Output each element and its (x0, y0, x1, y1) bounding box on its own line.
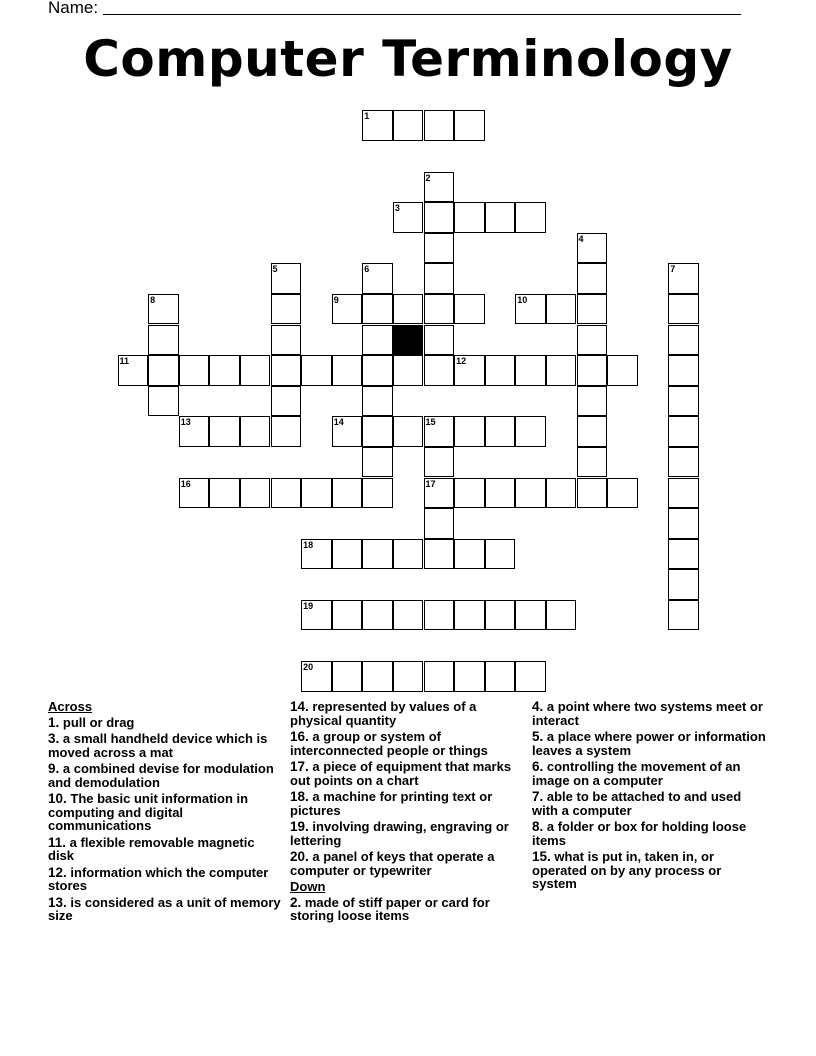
grid-cell[interactable] (424, 263, 455, 294)
grid-cell[interactable] (454, 416, 485, 447)
clue-number: 5 (272, 264, 278, 275)
grid-cell[interactable] (271, 294, 302, 325)
grid-cell[interactable] (577, 416, 608, 447)
grid-cell[interactable] (240, 355, 271, 386)
clue-number: 16 (180, 478, 191, 489)
clue-item (290, 850, 526, 877)
grid-cell[interactable] (424, 355, 455, 386)
grid-cell[interactable] (668, 325, 699, 356)
clue-item (48, 896, 284, 923)
grid-cell[interactable] (454, 110, 485, 141)
grid-cell[interactable] (332, 539, 363, 570)
clue-number-label: 4. (532, 699, 544, 714)
grid-cell[interactable] (362, 539, 393, 570)
grid-cell[interactable] (454, 600, 485, 631)
grid-cell[interactable] (424, 416, 455, 447)
clue-item (532, 700, 768, 727)
grid-cell[interactable] (485, 539, 516, 570)
grid-cell[interactable] (393, 539, 424, 570)
grid-cell[interactable] (362, 416, 393, 447)
clue-text: controlling the movement of an image on a computer (532, 758, 741, 788)
grid-cell[interactable] (424, 325, 455, 356)
grid-cell[interactable] (668, 600, 699, 631)
clue-number: 19 (303, 600, 314, 611)
grid-cell[interactable] (424, 508, 455, 539)
clue-text: a folder or box for holding loose items (532, 818, 747, 848)
grid-cell[interactable] (424, 294, 455, 325)
grid-cell[interactable] (209, 355, 240, 386)
clue-text: a place where power or information leaves a system (532, 728, 766, 758)
grid-cell[interactable] (362, 263, 393, 294)
grid-cell[interactable] (332, 661, 363, 692)
clue-item (290, 700, 526, 727)
grid-cell[interactable] (577, 478, 608, 509)
grid-cell[interactable] (332, 416, 363, 447)
grid-cell[interactable] (271, 416, 302, 447)
grid-cell[interactable] (668, 539, 699, 570)
grid-cell[interactable] (301, 661, 332, 692)
grid-cell[interactable] (515, 294, 546, 325)
page-title: Computer Terminology (83, 30, 733, 88)
clues-column-3 (532, 700, 768, 894)
grid-cell[interactable] (607, 355, 638, 386)
across-clues-list-cont (290, 700, 526, 877)
grid-cell[interactable] (393, 416, 424, 447)
grid-cell[interactable] (668, 416, 699, 447)
grid-cell[interactable] (362, 447, 393, 478)
grid-cell[interactable] (515, 355, 546, 386)
grid-cell[interactable] (515, 202, 546, 233)
clue-number: 7 (670, 264, 676, 275)
grid-cell[interactable] (577, 294, 608, 325)
grid-cell[interactable] (668, 263, 699, 294)
grid-cell[interactable] (393, 600, 424, 631)
grid-cell[interactable] (393, 110, 424, 141)
grid-cell[interactable] (454, 355, 485, 386)
grid-cell[interactable] (148, 386, 179, 417)
grid-cell[interactable] (454, 294, 485, 325)
grid-cell[interactable] (301, 355, 332, 386)
grid-cell[interactable] (668, 508, 699, 539)
clues-column-2 (290, 700, 526, 925)
grid-cell[interactable] (362, 478, 393, 509)
clue-item (48, 836, 284, 863)
clue-number-label: 17. (290, 758, 309, 774)
clue-number: 14 (333, 417, 344, 428)
grid-cell[interactable] (362, 661, 393, 692)
grid-cell[interactable] (148, 325, 179, 356)
clue-item (532, 760, 768, 787)
grid-cell[interactable] (515, 478, 546, 509)
grid-cell[interactable] (271, 478, 302, 509)
grid-cell[interactable] (179, 478, 210, 509)
clue-number-label: 18. (290, 788, 309, 804)
grid-cell[interactable] (668, 355, 699, 386)
grid-cell[interactable] (668, 447, 699, 478)
clue-number: 11 (119, 356, 130, 367)
grid-cell[interactable] (301, 600, 332, 631)
grid-cell[interactable] (546, 600, 577, 631)
clue-item (48, 732, 284, 759)
clue-number: 4 (578, 233, 584, 244)
across-heading: Across (48, 699, 93, 714)
clue-number-label: 19. (290, 818, 309, 834)
grid-cell[interactable] (454, 478, 485, 509)
clue-number: 13 (180, 417, 191, 428)
clue-text: information which the computer stores (48, 864, 269, 894)
grid-cell[interactable] (393, 294, 424, 325)
grid-cell[interactable] (424, 447, 455, 478)
clue-number-label: 11. (48, 834, 67, 850)
grid-cell[interactable] (546, 355, 577, 386)
grid-cell[interactable] (668, 386, 699, 417)
grid-cell[interactable] (271, 263, 302, 294)
down-heading: Down (290, 878, 326, 894)
grid-cell[interactable] (577, 447, 608, 478)
grid-cell[interactable] (485, 416, 516, 447)
clue-number: 3 (394, 203, 400, 214)
clue-number: 8 (150, 294, 156, 305)
clue-number-label: 9. (48, 760, 60, 776)
clue-number-label: 1. (48, 714, 60, 730)
grid-block (393, 325, 424, 356)
clue-number: 10 (517, 294, 528, 305)
grid-cell[interactable] (271, 355, 302, 386)
grid-cell[interactable] (362, 386, 393, 417)
clue-item (532, 730, 768, 757)
grid-cell[interactable] (577, 233, 608, 264)
grid-cell[interactable] (424, 172, 455, 203)
grid-cell[interactable] (362, 294, 393, 325)
clues-column-1 (48, 700, 284, 925)
grid-cell[interactable] (577, 355, 608, 386)
grid-cell[interactable] (332, 600, 363, 631)
clue-item (48, 716, 284, 730)
clue-text: a panel of keys that operate a computer or typewriter (290, 848, 495, 878)
clue-text: what is put in, taken in, or operated on by any process or system (532, 848, 722, 892)
clue-number-label: 10. (48, 790, 67, 806)
clue-number: 15 (425, 417, 436, 428)
grid-cell[interactable] (301, 539, 332, 570)
down-clues-list (290, 896, 526, 923)
grid-cell[interactable] (179, 416, 210, 447)
clue-number-label: 16. (290, 728, 309, 744)
grid-cell[interactable] (485, 600, 516, 631)
grid-cell[interactable] (393, 202, 424, 233)
grid-cell[interactable] (485, 355, 516, 386)
grid-cell[interactable] (209, 416, 240, 447)
grid-cell[interactable] (668, 294, 699, 325)
clue-text: a machine for printing text or pictures (290, 788, 493, 818)
clue-item (290, 760, 526, 787)
grid-cell[interactable] (393, 355, 424, 386)
grid-cell[interactable] (424, 233, 455, 264)
clue-number-label: 7. (532, 788, 544, 804)
clue-text: a small handheld device which is moved across a mat (48, 730, 268, 760)
grid-cell[interactable] (515, 416, 546, 447)
grid-cell[interactable] (362, 355, 393, 386)
grid-cell[interactable] (668, 569, 699, 600)
clue-item (532, 790, 768, 817)
grid-cell[interactable] (148, 294, 179, 325)
clue-text: able to be attached to and used with a computer (532, 788, 742, 818)
clue-item (532, 820, 768, 847)
grid-cell[interactable] (485, 478, 516, 509)
clue-item (290, 820, 526, 847)
grid-cell[interactable] (424, 478, 455, 509)
clue-item (532, 850, 768, 891)
grid-cell[interactable] (546, 478, 577, 509)
grid-cell[interactable] (546, 294, 577, 325)
grid-cell[interactable] (118, 355, 149, 386)
across-clues-list (48, 716, 284, 923)
clue-number-label: 20. (290, 848, 309, 864)
grid-cell[interactable] (362, 110, 393, 141)
grid-cell[interactable] (332, 355, 363, 386)
grid-cell[interactable] (668, 478, 699, 509)
clue-number-label: 15. (532, 848, 551, 864)
clue-text: a combined devise for modulation and demodulation (48, 760, 274, 790)
grid-cell[interactable] (485, 202, 516, 233)
grid-cell[interactable] (209, 478, 240, 509)
grid-cell[interactable] (424, 202, 455, 233)
grid-cell[interactable] (332, 478, 363, 509)
grid-cell[interactable] (577, 263, 608, 294)
grid-cell[interactable] (515, 600, 546, 631)
clue-text: represented by values of a physical quantity (290, 699, 477, 728)
grid-cell[interactable] (424, 600, 455, 631)
clue-number: 2 (425, 172, 431, 183)
clue-number-label: 13. (48, 894, 67, 910)
grid-cell[interactable] (454, 539, 485, 570)
clue-item (290, 790, 526, 817)
grid-cell[interactable] (240, 478, 271, 509)
clue-number-label: 12. (48, 864, 67, 880)
clue-number-label: 14. (290, 699, 309, 714)
grid-cell[interactable] (454, 661, 485, 692)
clue-text: a point where two systems meet or interact (532, 699, 763, 728)
grid-cell[interactable] (271, 386, 302, 417)
grid-cell[interactable] (362, 600, 393, 631)
clue-number: 1 (364, 111, 370, 122)
grid-cell[interactable] (577, 386, 608, 417)
clue-item (290, 730, 526, 757)
grid-cell[interactable] (515, 661, 546, 692)
grid-cell[interactable] (485, 661, 516, 692)
clue-number-label: 8. (532, 818, 544, 834)
clue-number-label: 3. (48, 730, 60, 746)
clue-text: a piece of equipment that marks out points on a chart (290, 758, 512, 788)
grid-cell[interactable] (424, 661, 455, 692)
clue-number: 18 (303, 539, 314, 550)
clue-item (48, 866, 284, 893)
clue-text: made of stiff paper or card for storing loose items (290, 894, 490, 924)
clue-text: involving drawing, engraving or lettering (290, 818, 509, 848)
clue-text: a group or system of interconnected people or things (290, 728, 488, 758)
grid-cell[interactable] (240, 416, 271, 447)
grid-cell[interactable] (271, 325, 302, 356)
down-clues-list-cont (532, 700, 768, 891)
clue-number-label: 6. (532, 758, 544, 774)
clue-number-label: 2. (290, 894, 302, 910)
grid-cell[interactable] (301, 478, 332, 509)
clue-number: 17 (425, 478, 436, 489)
clue-number: 6 (364, 264, 370, 275)
clue-item (48, 792, 284, 833)
grid-cell[interactable] (454, 202, 485, 233)
clue-number: 20 (303, 662, 314, 673)
name-label: Name: (48, 0, 99, 17)
grid-cell[interactable] (577, 325, 608, 356)
clue-number: 12 (456, 356, 467, 367)
grid-cell[interactable] (179, 355, 210, 386)
clue-text: a flexible removable magnetic disk (48, 834, 255, 864)
clue-item (48, 762, 284, 789)
grid-cell[interactable] (424, 110, 455, 141)
grid-cell[interactable] (607, 478, 638, 509)
grid-cell[interactable] (424, 539, 455, 570)
clue-text: is considered as a unit of memory size (48, 894, 281, 924)
grid-cell[interactable] (393, 661, 424, 692)
clue-text: pull or drag (59, 714, 135, 730)
grid-cell[interactable] (362, 325, 393, 356)
clue-text: The basic unit information in computing and digital communications (48, 790, 249, 834)
clue-number: 9 (333, 294, 339, 305)
clue-number-label: 5. (532, 728, 544, 744)
clue-item (290, 896, 526, 923)
grid-cell[interactable] (148, 355, 179, 386)
grid-cell[interactable] (332, 294, 363, 325)
